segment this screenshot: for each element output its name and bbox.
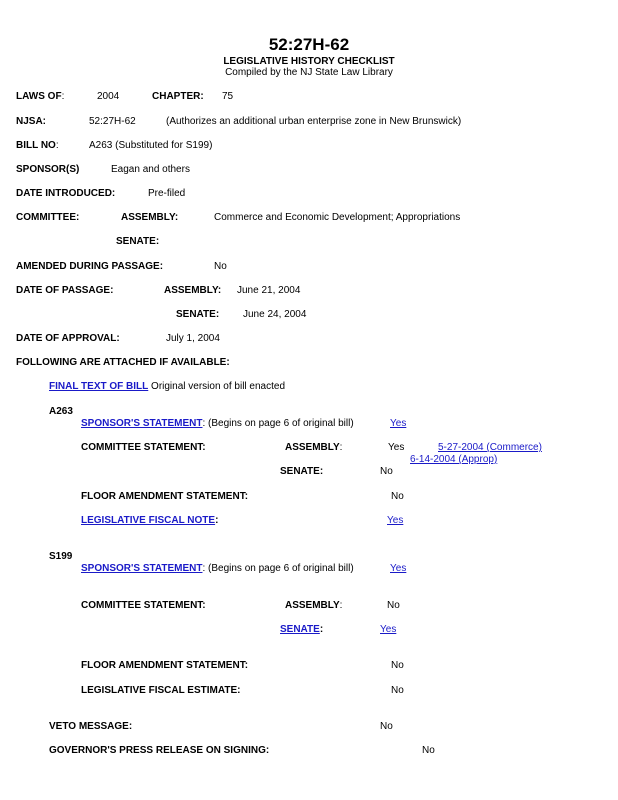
committee-assembly-value: Commerce and Economic Development; Appropriations [214, 212, 461, 223]
s199-assembly-label: ASSEMBLY [285, 600, 340, 611]
a263-floor-value: No [391, 491, 404, 502]
compiled-by: Compiled by the NJ State Law Library [225, 67, 393, 78]
passage-label: DATE OF PASSAGE: [16, 285, 114, 296]
a263-floor-label: FLOOR AMENDMENT STATEMENT: [81, 491, 249, 502]
s199-committee-label: COMMITTEE STATEMENT: [81, 600, 206, 611]
press-release-value: No [422, 745, 435, 756]
a263-committee-label: COMMITTEE STATEMENT: [81, 442, 206, 453]
attached-heading: FOLLOWING ARE ATTACHED IF AVAILABLE: [16, 357, 230, 368]
committee-label: COMMITTEE: [16, 212, 80, 223]
veto-label: VETO MESSAGE: [49, 721, 133, 732]
s199-fiscal-label: LEGISLATIVE FISCAL ESTIMATE: [81, 685, 241, 696]
a263-senate-label: SENATE: [280, 466, 324, 477]
chapter-label: CHAPTER: [152, 91, 204, 102]
a263-assembly-label: ASSEMBLY [285, 442, 340, 453]
s199-senate-yes-link[interactable]: Yes [380, 624, 397, 635]
s199-floor-value: No [391, 660, 404, 671]
bill-no-label: BILL NO [16, 140, 56, 151]
bill-no-value: A263 (Substituted for S199) [89, 140, 213, 151]
page-title: 52:27H-62 [268, 35, 350, 54]
committee-assembly-label: ASSEMBLY: [121, 212, 179, 223]
sponsor-label: SPONSOR(S) [16, 164, 80, 175]
njsa-label: NJSA: [16, 116, 47, 127]
s199-assembly-row [285, 600, 342, 612]
s199-label: S199 [49, 551, 73, 562]
s199-sponsor-yes-link[interactable]: Yes [390, 563, 407, 574]
s199-senate-link[interactable]: SENATE [280, 624, 320, 635]
a263-label: A263 [49, 406, 73, 417]
s199-sponsor-desc: : (Begins on page 6 of original bill) [202, 563, 354, 574]
a263-fiscal-colon: : [215, 515, 219, 526]
date-introduced-value: Pre-filed [148, 188, 186, 199]
passage-senate-value: June 24, 2004 [243, 309, 307, 320]
a263-sponsor-statement-link[interactable]: SPONSOR'S STATEMENT [81, 418, 203, 429]
a263-fiscal-row [81, 515, 218, 527]
a263-commerce-link[interactable]: 5-27-2004 (Commerce) [438, 442, 542, 453]
a263-sponsor-desc: : (Begins on page 6 of original bill) [202, 418, 354, 429]
s199-assembly-colon: : [339, 600, 343, 611]
veto-value: No [380, 721, 393, 732]
approval-value: July 1, 2004 [166, 333, 220, 344]
bill-no-row [16, 140, 59, 152]
a263-approp-link[interactable]: 6-14-2004 (Approp) [410, 454, 498, 465]
page-subtitle: LEGISLATIVE HISTORY CHECKLIST [223, 56, 395, 67]
a263-assembly-row [285, 442, 342, 454]
press-release-label: GOVERNOR'S PRESS RELEASE ON SIGNING: [49, 745, 270, 756]
njsa-value: 52:27H-62 [89, 116, 136, 127]
sponsor-value: Eagan and others [111, 164, 190, 175]
s199-assembly-value: No [387, 600, 400, 611]
laws-of-colon: : [61, 91, 65, 102]
date-introduced-label: DATE INTRODUCED: [16, 188, 116, 199]
a263-fiscal-note-link[interactable]: LEGISLATIVE FISCAL NOTE [81, 515, 216, 526]
a263-assembly-colon: : [339, 442, 343, 453]
amended-label: AMENDED DURING PASSAGE: [16, 261, 164, 272]
a263-fiscal-yes-link[interactable]: Yes [387, 515, 404, 526]
s199-fiscal-value: No [391, 685, 404, 696]
laws-of-row [16, 91, 64, 103]
passage-senate-label: SENATE: [176, 309, 220, 320]
s199-sponsor-statement-link[interactable]: SPONSOR'S STATEMENT [81, 563, 203, 574]
laws-of-year: 2004 [97, 91, 120, 102]
passage-assembly-label: ASSEMBLY: [164, 285, 222, 296]
bill-no-colon: : [55, 140, 59, 151]
chapter-value: 75 [222, 91, 234, 102]
a263-senate-value: No [380, 466, 393, 477]
a263-sponsor-row [81, 418, 354, 430]
s199-senate-colon: : [319, 624, 324, 635]
s199-floor-label: FLOOR AMENDMENT STATEMENT: [81, 660, 249, 671]
committee-senate-label: SENATE: [116, 236, 160, 247]
a263-assembly-value: Yes [388, 442, 405, 453]
final-text-row [49, 381, 285, 393]
approval-label: DATE OF APPROVAL: [16, 333, 120, 344]
njsa-description: (Authorizes an additional urban enterprise zone in New Brunswick) [166, 116, 462, 127]
passage-assembly-value: June 21, 2004 [237, 285, 301, 296]
s199-sponsor-row [81, 563, 354, 575]
amended-value: No [214, 261, 227, 272]
laws-of-label: LAWS OF [16, 91, 62, 102]
final-text-desc: Original version of bill enacted [148, 381, 286, 392]
s199-senate-row [280, 624, 323, 636]
final-text-link[interactable]: FINAL TEXT OF BILL [49, 381, 149, 392]
a263-sponsor-yes-link[interactable]: Yes [390, 418, 407, 429]
